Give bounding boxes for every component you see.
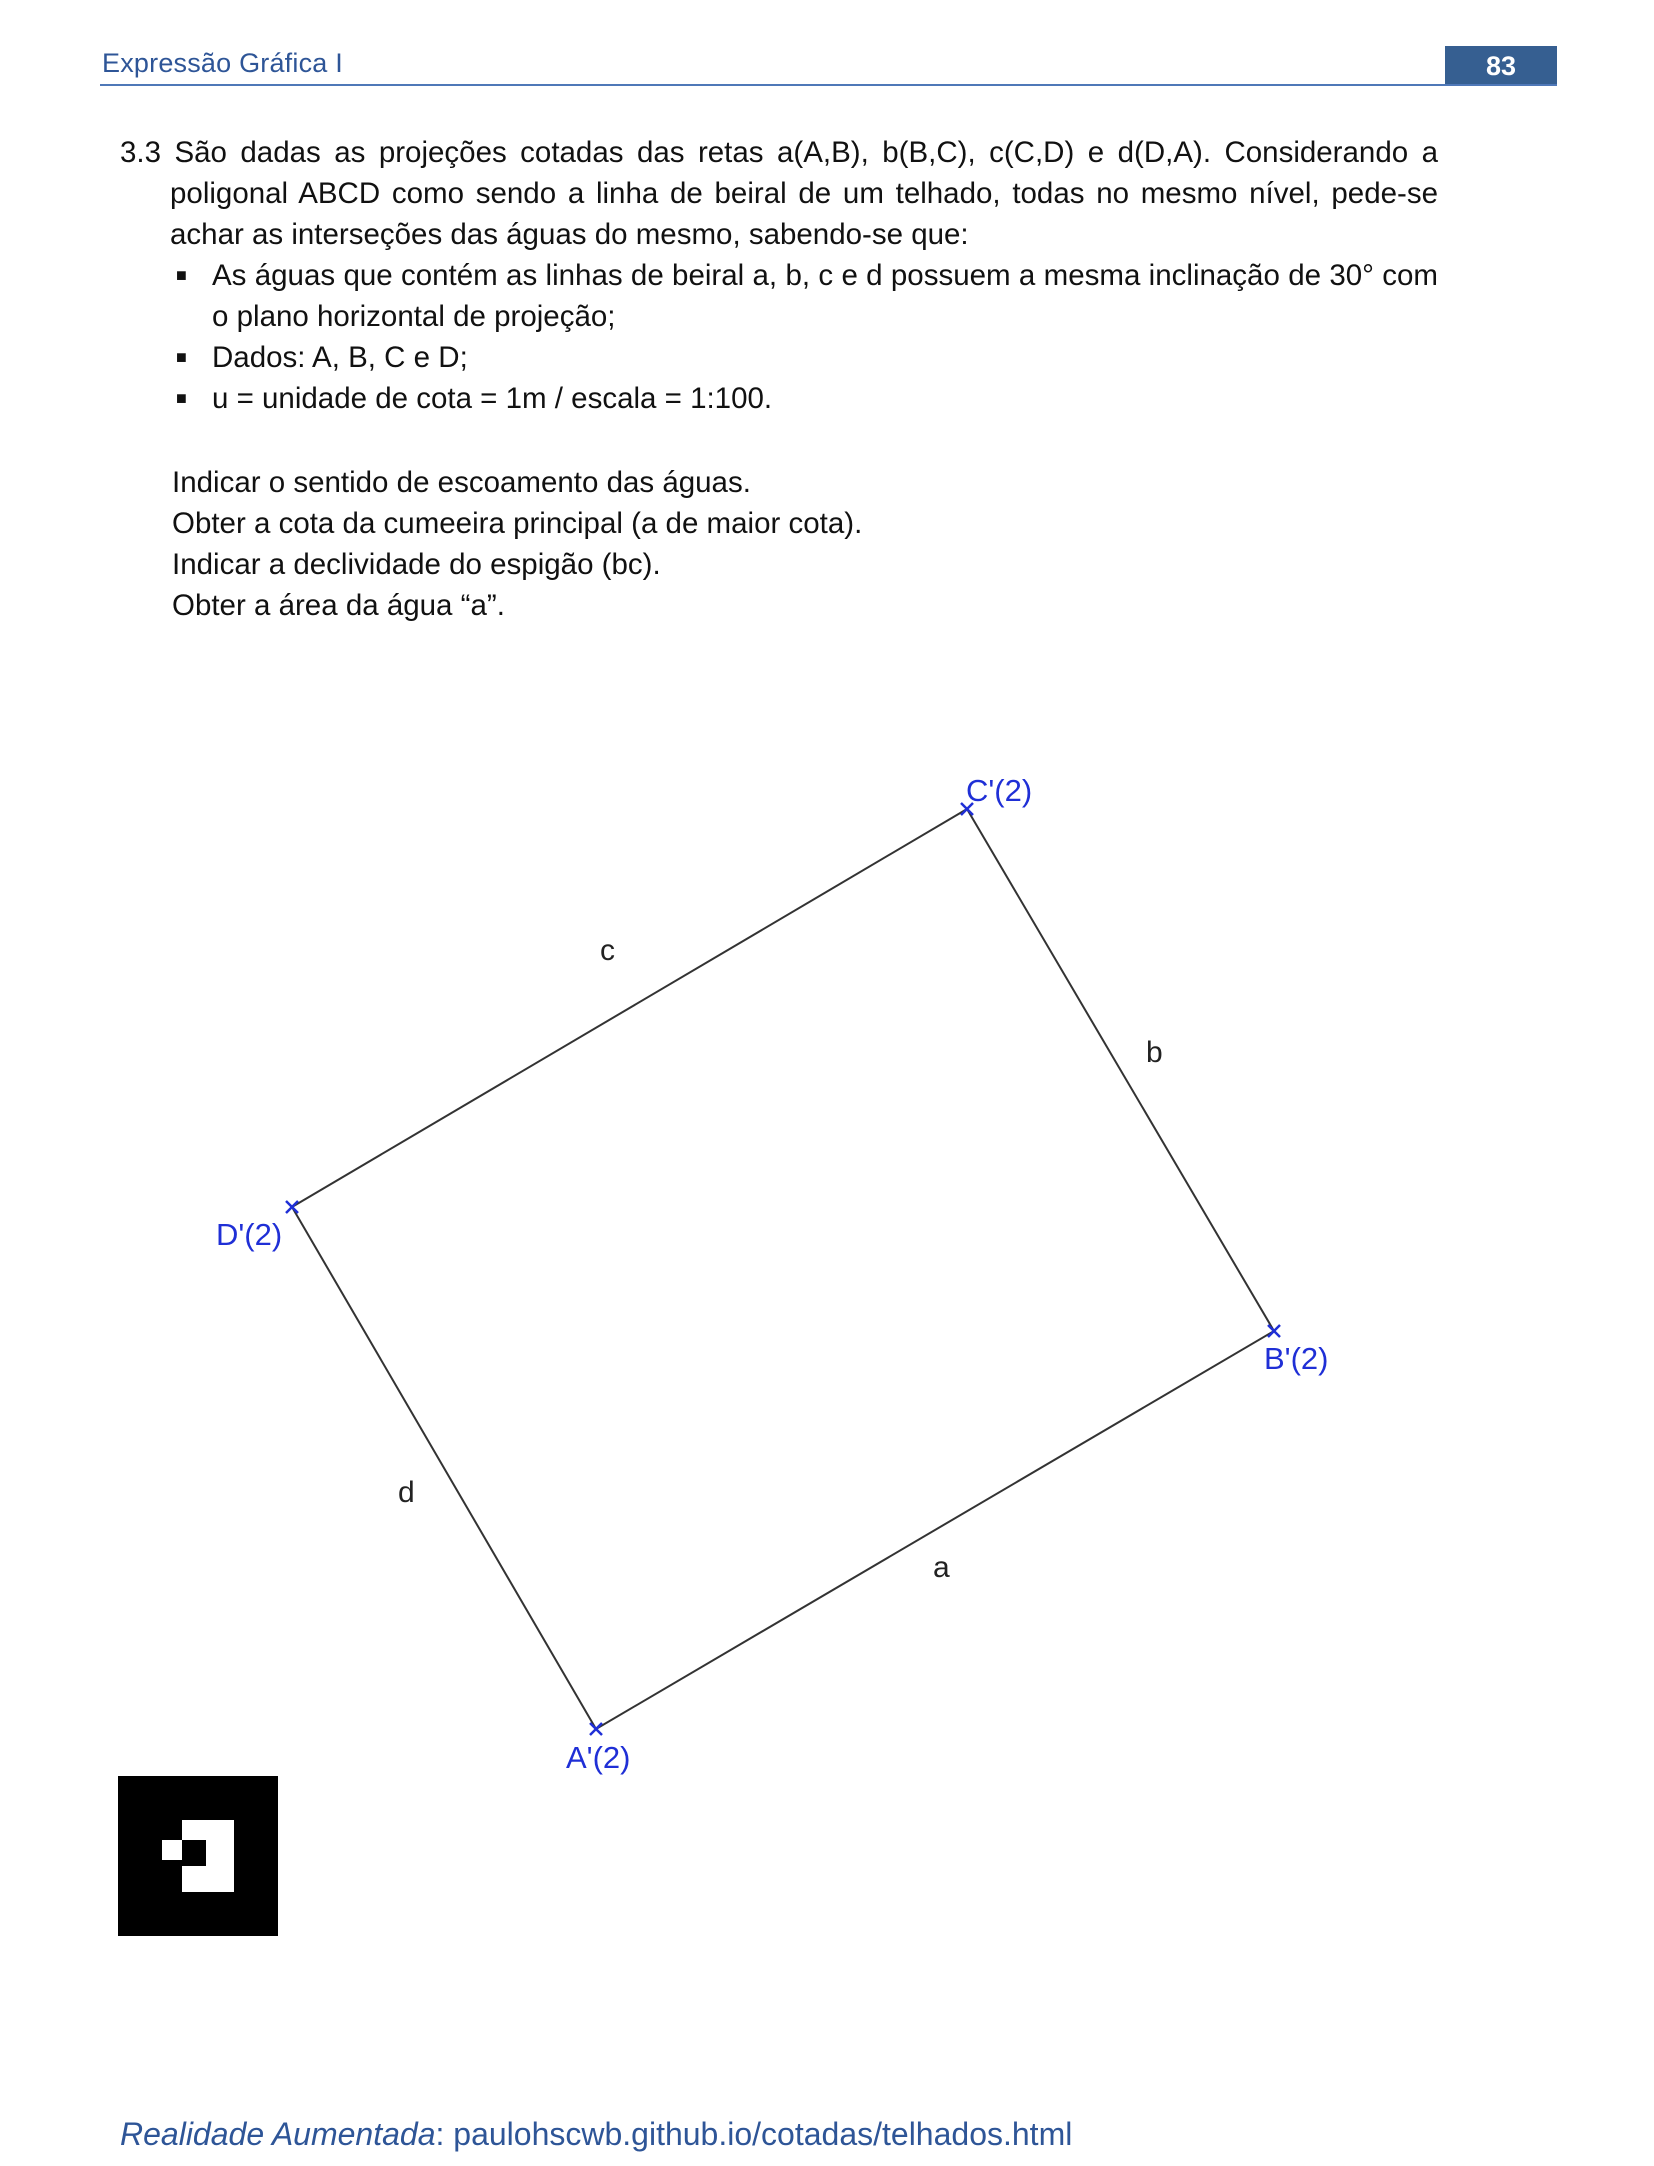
line-a xyxy=(596,1331,1274,1729)
line-b-label: b xyxy=(1146,1036,1163,1069)
line-d-label: d xyxy=(398,1476,415,1509)
condition-text: As águas que contém as linhas de beiral a, b, c e d possuem a mesma inclinação de 30° com o plano horizontal de projeção; xyxy=(212,259,1438,333)
square-bullet-icon: ■ xyxy=(176,265,187,285)
square-bullet-icon: ■ xyxy=(176,388,187,408)
point-d-label: D'(2) xyxy=(216,1217,283,1252)
point-b-label: B'(2) xyxy=(1264,1341,1329,1376)
task-item: Indicar o sentido de escoamento das águas. xyxy=(172,466,751,499)
document-title: Expressão Gráfica I xyxy=(102,48,343,78)
ar-marker-icon xyxy=(118,1776,278,1936)
task-item: Indicar a declividade do espigão (bc). xyxy=(172,548,661,581)
line-d xyxy=(292,1207,596,1729)
task-item: Obter a área da água “a”. xyxy=(172,589,505,622)
problem-intro-text: São dadas as projeções cotadas das retas a(A,B), b(B,C), c(C,D) e d(D,A). Considerando a poligonal ABCD como sendo a linha de beiral de um telhado, todas no mesmo nível, pede-se achar as interseções das águas do mesmo, sabendo-se que: xyxy=(170,136,1438,251)
footer-url-link[interactable]: paulohscwb.github.io/cotadas/telhados.html xyxy=(453,2116,1073,2152)
page-number-badge: 83 xyxy=(1445,46,1557,86)
point-a-marker-icon xyxy=(590,1723,602,1735)
line-c-label: c xyxy=(600,934,615,967)
footer-label: Realidade Aumentada xyxy=(120,2116,436,2152)
line-b xyxy=(967,809,1274,1331)
square-bullet-icon: ■ xyxy=(176,347,187,367)
footer-separator: : xyxy=(435,2116,454,2152)
task-item: Obter a cota da cumeeira principal (a de maior cota). xyxy=(172,507,863,540)
condition-text: u = unidade de cota = 1m / escala = 1:100. xyxy=(212,382,773,415)
point-a-label: A'(2) xyxy=(566,1740,631,1775)
condition-text: Dados: A, B, C e D; xyxy=(212,341,468,374)
point-d-marker-icon xyxy=(286,1201,298,1213)
point-c-label: C'(2) xyxy=(966,773,1033,808)
problem-number: 3.3 xyxy=(120,136,162,169)
augmented-reality-footer xyxy=(120,2116,1072,2153)
point-b-marker-icon xyxy=(1268,1325,1280,1337)
line-a-label: a xyxy=(933,1551,950,1584)
line-c xyxy=(292,809,967,1207)
